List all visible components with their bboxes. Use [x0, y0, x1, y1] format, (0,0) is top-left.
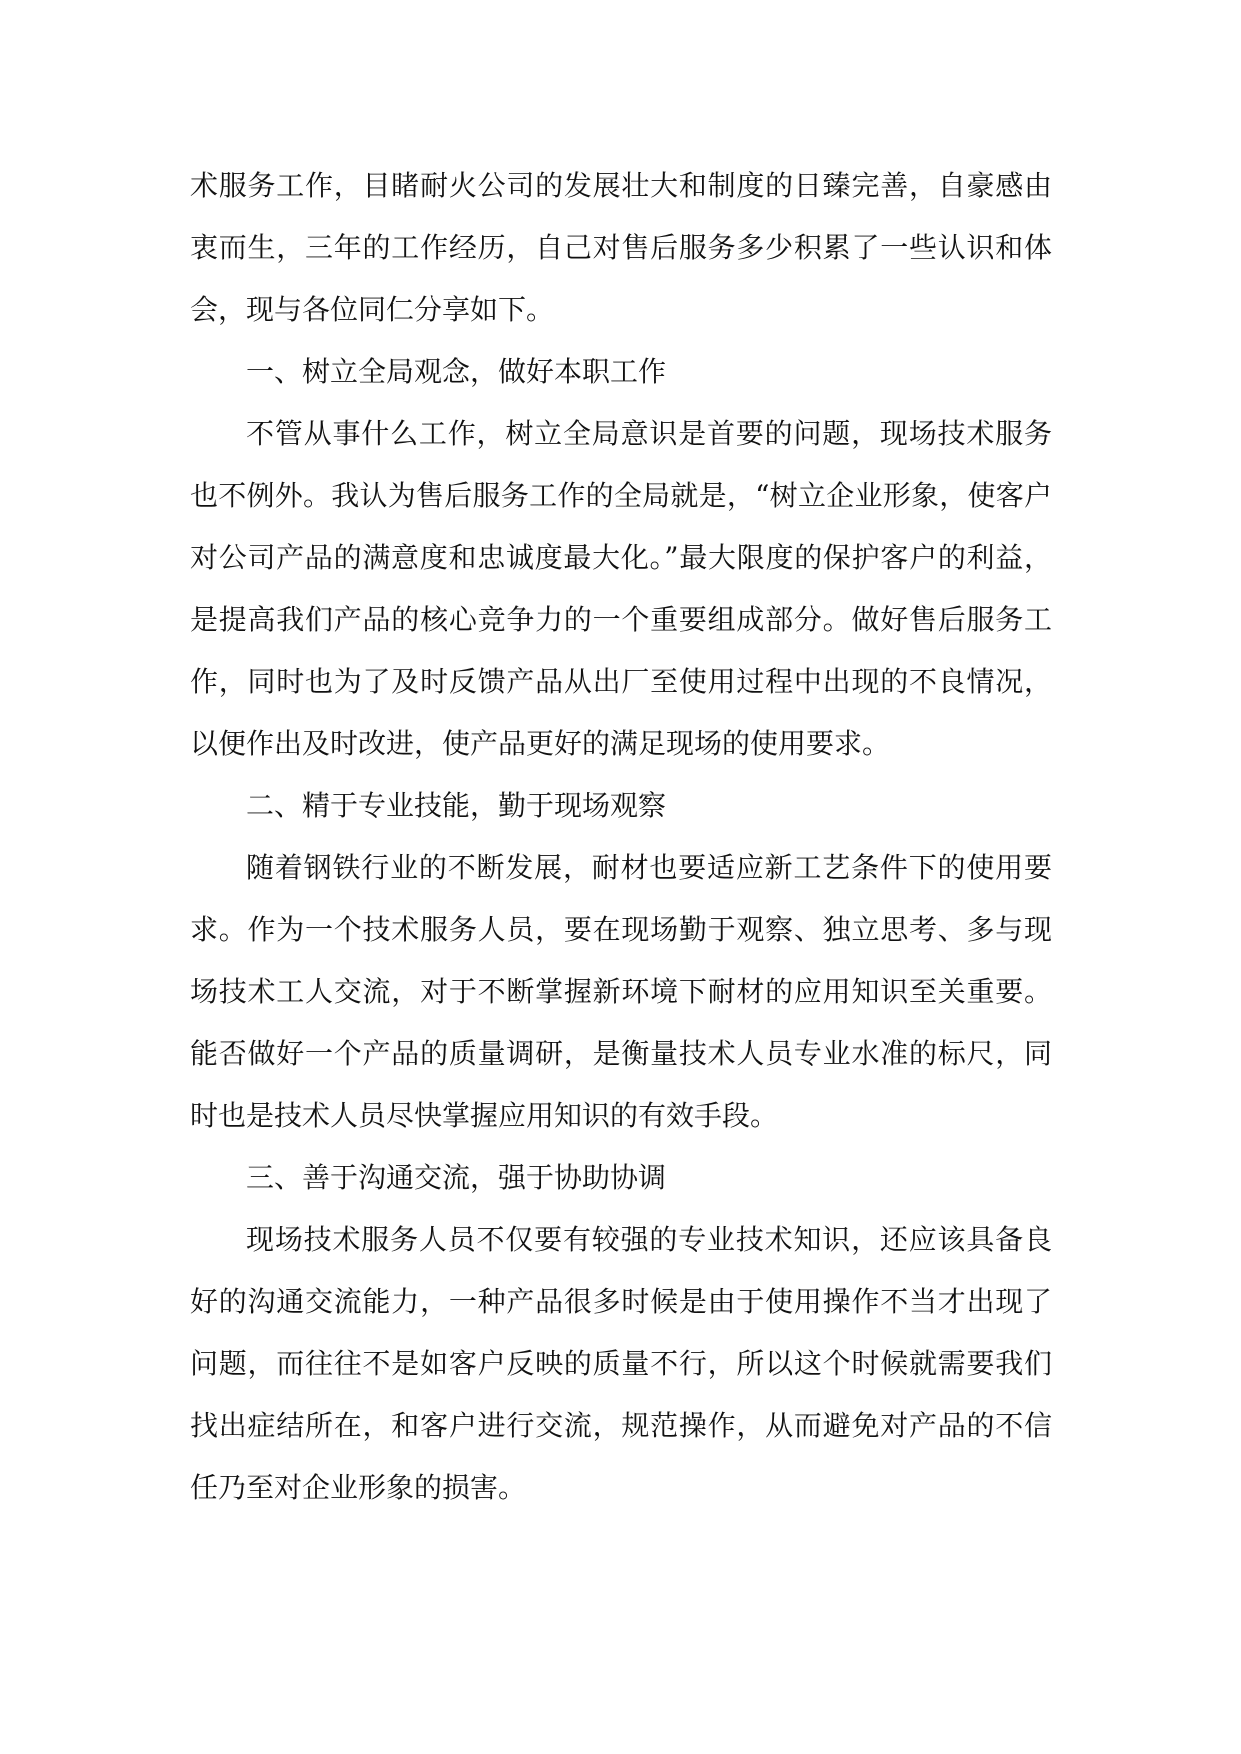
document-body [190, 155, 1052, 1519]
section-heading-2: 二、精于专业技能，勤于现场观察 [246, 789, 667, 822]
paragraph-section-3: 现场技术服务人员不仅要有较强的专业技术知识，还应该具备良好的沟通交流能力，一种产品很多时候是由于使用操作不当才出现了问题，而往往不是如客户反映的质量不行，所以这个时候就需要我们找出症结所在，和客户进行交流，规范操作，从而避免对产品的不信任乃至对企业形象的损害。 [190, 1223, 1052, 1504]
paragraph-continued-intro: 术服务工作，目睹耐火公司的发展壮大和制度的日臻完善，自豪感由衷而生，三年的工作经历，自己对售后服务多少积累了一些认识和体会，现与各位同仁分享如下。 [190, 169, 1052, 326]
paragraph-section-1: 不管从事什么工作，树立全局意识是首要的问题，现场技术服务也不例外。我认为售后服务工作的全局就是，“树立企业形象，使客户对公司产品的满意度和忠诚度最大化。”最大限度的保护客户的利益，是提高我们产品的核心竞争力的一个重要组成部分。做好售后服务工作，同时也为了及时反馈产品从出厂至使用过程中出现的不良情况，以便作出及时改进，使产品更好的满足现场的使用要求。 [190, 417, 1052, 760]
section-heading-3: 三、善于沟通交流，强于协助协调 [246, 1161, 667, 1194]
paragraph-section-2: 随着钢铁行业的不断发展，耐材也要适应新工艺条件下的使用要求。作为一个技术服务人员，要在现场勤于观察、独立思考、多与现场技术工人交流，对于不断掌握新环境下耐材的应用知识至关重要。能否做好一个产品的质量调研，是衡量技术人员专业水准的标尺，同时也是技术人员尽快掌握应用知识的有效手段。 [190, 851, 1052, 1132]
section-heading-1: 一、树立全局观念，做好本职工作 [246, 355, 667, 388]
